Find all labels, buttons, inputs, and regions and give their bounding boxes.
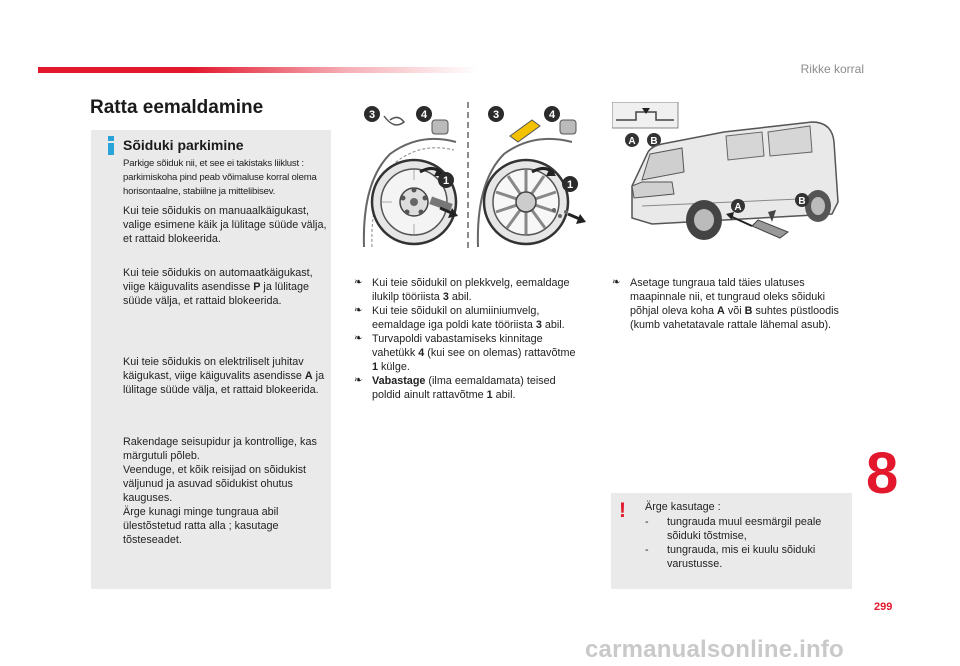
step-keyword: Vabastage [372, 375, 426, 387]
electric-gearbox-text [123, 355, 328, 397]
footer-watermark: carmanualsonline.info [585, 636, 844, 663]
chapter-number: 8 [866, 441, 899, 506]
list-item [354, 276, 584, 304]
callout-4-alloy: 4 [548, 109, 556, 121]
list-item [354, 332, 584, 374]
wheel-steel-illustration [350, 102, 472, 250]
step-text: (kui see on olemas) rattavõtme [424, 347, 576, 359]
tool-number: 1 [372, 361, 379, 373]
warning-title: Ärge kasutage : [645, 501, 721, 513]
section-title: Rikke korral [800, 62, 864, 76]
step-text: Turvapoldi vabastamiseks kinnitage vahetükk [372, 333, 543, 359]
callout-3-alloy: 3 [492, 109, 500, 121]
step-text: külge. [378, 361, 410, 373]
step-text: Kui teie sõidukil on alumiiniumvelg, eemaldage iga poldi kate tööriista [372, 305, 540, 331]
auto-text-end: ja lülitage süüde välja, et rattaid blokeerida. [123, 281, 310, 307]
point-b-label-van: B [798, 196, 806, 207]
info-icon [103, 136, 119, 155]
safety-line-brake: Rakendage seisupidur ja kontrollige, kas märgutuli põleb. [123, 436, 317, 462]
dash-bullet: - [645, 516, 649, 528]
list-item [354, 374, 584, 402]
callout-1-steel: 1 [442, 175, 450, 187]
step-text: abil. [448, 291, 472, 303]
safety-line-jack: Ärge kunagi minge tungraua abil ülestõstetud ratta alla ; kasutage tõsteseadet. [123, 506, 279, 546]
step-text: (ilma eemaldamata) teised poldid ainult rattavõtme [372, 375, 556, 401]
point-b-label-top: B [650, 136, 658, 147]
van-jack-illustration [612, 102, 850, 250]
arrow-bullet-icon: ❧ [354, 333, 363, 344]
step-text: suhtes püstloodis (kumb vahetatavale rattale lähemal asub). [630, 305, 839, 331]
page-number: 299 [874, 601, 893, 613]
step-text: Asetage tungraua tald täies ulatuses maapinnale nii, et tungraud oleks sõiduki põhjal oleva koha [630, 277, 826, 317]
tool-number: 4 [418, 347, 425, 359]
header-accent-bar [38, 67, 478, 73]
arrow-bullet-icon: ❧ [354, 277, 363, 288]
auto-position-key: P [253, 281, 261, 293]
tool-number: 1 [486, 389, 493, 401]
arrow-bullet-icon: ❧ [612, 277, 621, 288]
wheel-removal-steps [354, 276, 584, 402]
parking-intro: Parkige sõiduk nii, et see ei takistaks liiklust : parkimiskoha pind peab võimaluse korral olema horisontaalne, stabiilne ja mittelibisev. [123, 158, 317, 197]
step-text: Kui teie sõidukil on plekkvelg, eemaldage ilukilp tööriista [372, 277, 570, 303]
manual-gearbox-text: Kui teie sõidukis on manuaalkäigukast, valige esimene käik ja lülitage süüde välja, et rattaid blokeerida. [123, 205, 327, 245]
callout-3-steel: 3 [368, 109, 376, 121]
warning-item: tungrauda, mis ei kuulu sõiduki varustusse. [667, 544, 816, 570]
step-text: abil. [492, 389, 516, 401]
point-a-label-top: A [628, 136, 636, 147]
auto-text-start: Kui teie sõidukis on automaatkäigukast, viige käiguvalits asendisse [123, 267, 313, 293]
list-item [645, 515, 845, 543]
callout-1-alloy: 1 [566, 179, 574, 191]
parking-heading: Sõiduki parkimine [123, 137, 244, 153]
warning-list [645, 515, 845, 571]
safety-line-passengers: Veenduge, et kõik reisijad on sõidukist väljunud ja asuvad sõidukist ohutus kauguses. [123, 464, 307, 504]
arrow-bullet-icon: ❧ [354, 305, 363, 316]
dash-bullet: - [645, 544, 649, 556]
wheel-alloy-illustration [472, 102, 594, 250]
tool-number: 3 [442, 291, 449, 303]
callout-4-steel: 4 [420, 109, 428, 121]
warning-item: tungrauda muul eesmärgil peale sõiduki tõstmise, [667, 516, 822, 542]
list-item [354, 304, 584, 332]
step-text: abil. [541, 319, 565, 331]
jack-point-b: B [744, 305, 753, 317]
list-item [645, 543, 845, 571]
safety-text [123, 435, 328, 547]
electric-text-start: Kui teie sõidukis on elektriliselt juhitav käigukast, viige käiguvalits asendisse [123, 356, 305, 382]
arrow-bullet-icon: ❧ [354, 375, 363, 386]
jack-point-a: A [717, 305, 725, 317]
list-item [612, 276, 852, 332]
jack-placement-steps [612, 276, 852, 332]
step-text: või [724, 305, 745, 317]
electric-text-end: ja lülitage süüde välja, et rattaid blokeerida. [123, 370, 325, 396]
tool-number: 3 [535, 319, 542, 331]
automatic-gearbox-text [123, 266, 328, 308]
point-a-label-van: A [734, 202, 742, 213]
warning-icon: ! [619, 499, 626, 522]
electric-position-key: A [304, 370, 313, 382]
page-title: Ratta eemaldamine [90, 97, 264, 118]
